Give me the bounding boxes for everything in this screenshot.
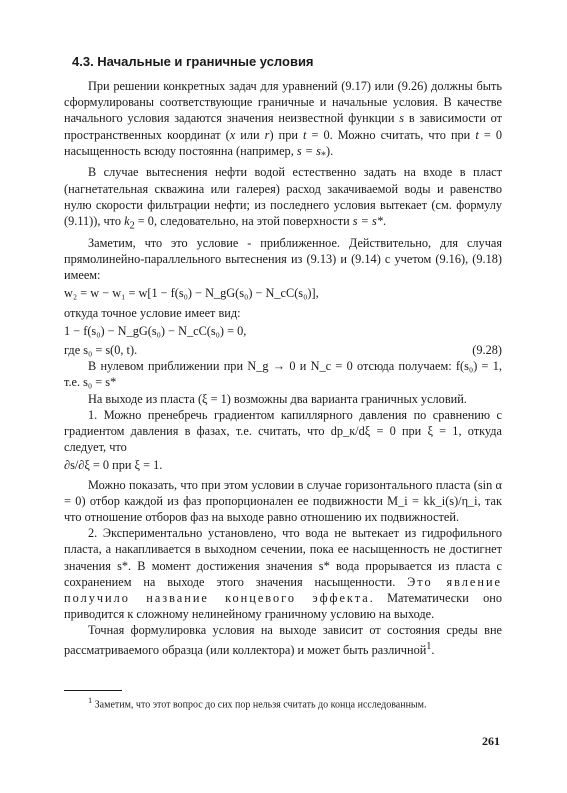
- footnote-marker: 1: [88, 696, 93, 705]
- text-run: При решении конкретных задач для уравнений (9.17) или (9.26) должны быть сформулированы соответствующие граничные и начальные условия. В качестве начального условия задаются значения неизвестной функции: [64, 79, 502, 126]
- formula-s0-definition: где s₀ = s(0, t).: [64, 342, 138, 357]
- symbol: t: [303, 127, 307, 142]
- footnote: [64, 694, 502, 712]
- text-run: = 0, следовательно, на этой поверхности: [134, 214, 353, 229]
- text-run: ) при: [269, 127, 304, 142]
- symbol: s = s*: [352, 214, 383, 229]
- paragraph-outlet-variants: На выходе из пласта (ξ = 1) возможны два варианта граничных условий.: [88, 391, 467, 406]
- text-run: Точная формулировка условия на выходе зависит от состояния среды вне рассматриваемого образца (или коллектора) и может быть различной: [64, 623, 502, 657]
- equation-number: (9.28): [472, 342, 502, 357]
- paragraph-exact-formulation: [64, 622, 502, 658]
- body-text: [64, 78, 502, 658]
- paragraph-variant-1: 1. Можно пренебречь градиентом капиллярного давления по сравнению с градиентом давления в фазах, т.е. считать, что dp_к/dξ = 0 при ξ = 1, откуда следует, что: [64, 407, 502, 455]
- text-run: . Математически оно приводится к сложному нелинейному граничному условию на выходе.: [64, 591, 502, 622]
- text-run: .: [431, 642, 435, 657]
- formula-9-28-line: [64, 342, 502, 358]
- text-run: в зависимости от пространственных координат (: [64, 111, 502, 142]
- paragraph-approximation: Заметим, что это условие - приближенное. Действительно, для случая прямолинейно-параллельного вытеснения из (9.13) и (9.14) с учетом (9.16), (9.18) имеем:: [64, 235, 502, 283]
- formula-ds-dxi: ∂s/∂ξ = 0 при ξ = 1.: [64, 458, 163, 473]
- symbol: r: [264, 127, 270, 142]
- paragraph-variant-2: [64, 525, 502, 622]
- paragraph-water-injection: [64, 164, 502, 234]
- paragraph-initial-conditions: [64, 78, 502, 164]
- paragraph-exact-condition: откуда точное условие имеет вид:: [64, 305, 241, 320]
- symbol: s: [399, 111, 405, 126]
- emphasized-term: Это явление получило название концевого эффекта: [64, 574, 502, 605]
- symbol: x: [229, 127, 236, 142]
- paragraph-horizontal-layer: Можно показать, что при этом условии в случае горизонтального пласта (sin α = 0) отбор каждой из фаз пропорционален ее подвижности M_i = kk_i(s)/η_i, так что отношение отборов фаз на выходе равно отношению их подвижностей.: [64, 477, 502, 524]
- section-heading: 4.3. Начальные и граничные условия: [72, 54, 314, 69]
- footnote-rule: [64, 690, 122, 691]
- symbol: s = s: [296, 143, 321, 158]
- footnote-reference[interactable]: 1: [426, 640, 432, 652]
- symbol: k: [124, 214, 130, 229]
- subscript: 2: [129, 220, 135, 232]
- text-run: 2. Экспериментально установлено, что вода не вытекает из гидрофильного пласта, а накапливается в выходном сечении, пока ее насыщенность не достигнет значения s*. В момент достижения значения s* вода прорывается из пласта с сохранением на выходе этого значения насыщенности.: [64, 526, 502, 589]
- text-run: = 0 насыщенность всюду постоянна (например,: [64, 127, 502, 158]
- formula-exact-condition: 1 − f(s₀) − N_gG(s₀) − N_cC(s₀) = 0,: [64, 323, 247, 338]
- text-run: В случае вытеснения нефти водой естественно задать на входе в пласт (нагнетательная скважина или галерея) расход закачиваемой воды и равенство нулю скорости фильтрации нефти; из последнего условия вытекает (см. формулу (9.11)), что: [64, 165, 502, 229]
- text-run: .: [382, 214, 387, 229]
- text-run: ).: [326, 143, 334, 158]
- footnote-text: Заметим, что этот вопрос до сих пор нельзя считать до конца исследованным.: [92, 699, 427, 711]
- symbol: t: [475, 127, 479, 142]
- formula-w2: w₂ = w − w₁ = w[1 − f(s₀) − N_gG(s₀) − N_cC(s₀)],: [64, 286, 319, 301]
- text-run: или: [235, 127, 265, 142]
- page-number: 261: [482, 734, 500, 748]
- paragraph-zero-approximation: В нулевом приближении при N_g → 0 и N_c = 0 отсюда получаем: f(s₀) = 1, т.е. s₀ = s*: [64, 359, 502, 390]
- subscript: *: [320, 150, 326, 162]
- text-run: = 0. Можно считать, что при: [306, 127, 476, 142]
